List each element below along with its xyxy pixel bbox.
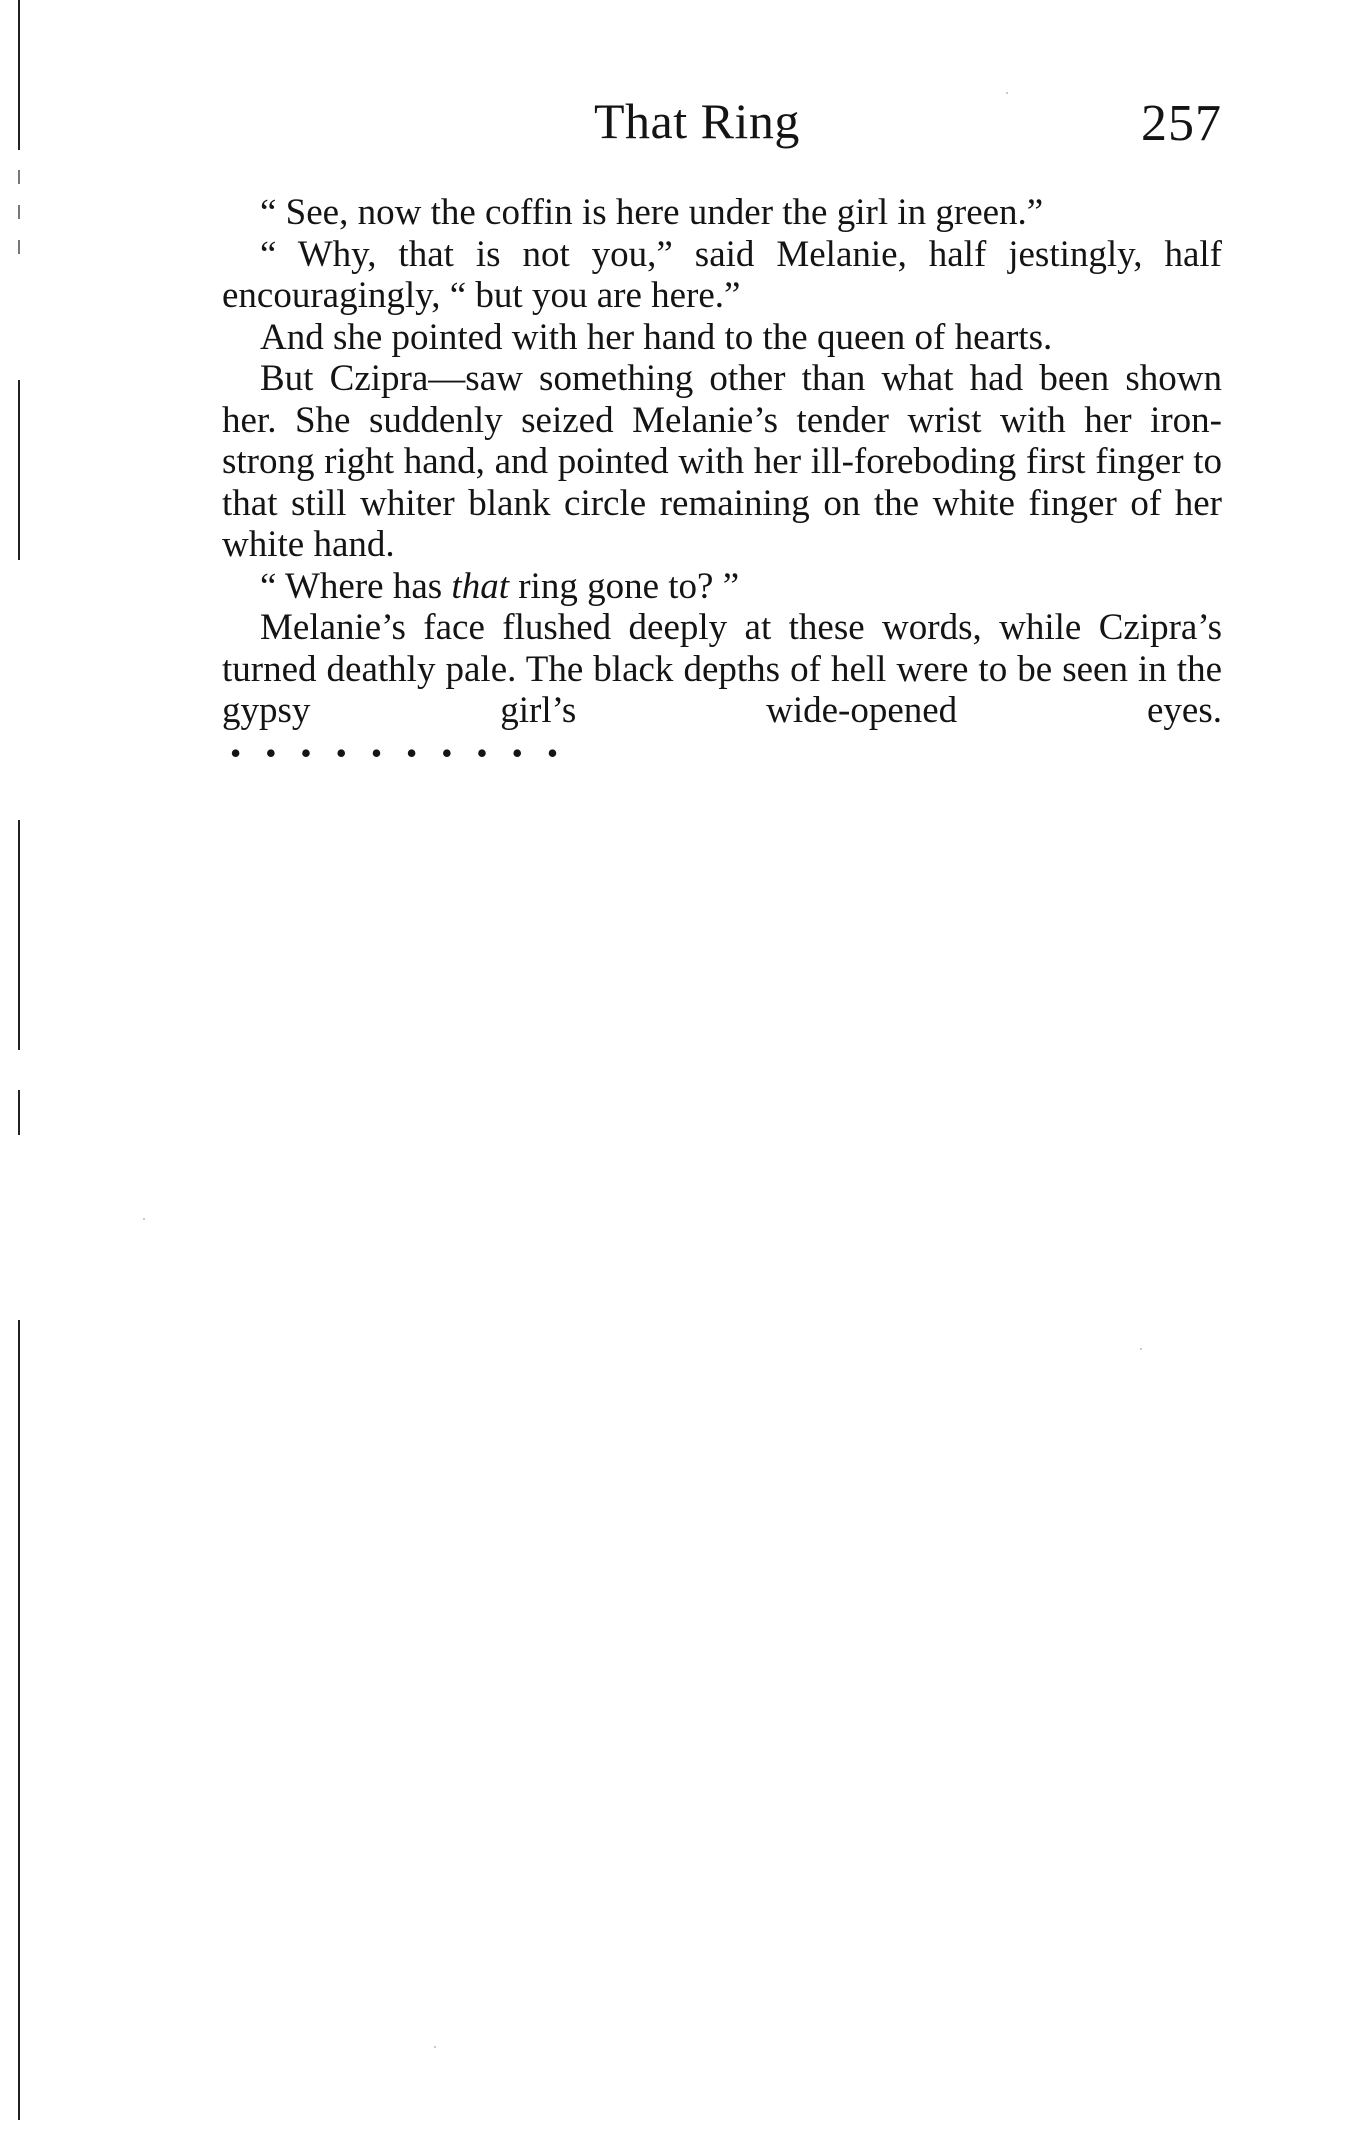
- paragraph-5-prefix: “ Where has: [260, 565, 452, 607]
- paragraph-5-italic: that: [451, 565, 509, 607]
- dot: •: [370, 734, 383, 771]
- running-title: That Ring: [594, 93, 800, 149]
- dot: •: [511, 734, 523, 771]
- dot: •: [406, 734, 418, 771]
- dot: •: [300, 734, 312, 771]
- gutter-line-lower: [18, 1320, 20, 2120]
- scan-speck: [143, 1218, 145, 1220]
- dot: •: [546, 734, 559, 771]
- gutter-dash-2: [18, 205, 20, 219]
- gutter-dash-3: [18, 240, 20, 254]
- dot: •: [230, 734, 242, 771]
- scan-speck: [1140, 1348, 1142, 1350]
- page-number: 257: [1141, 95, 1222, 152]
- dot: •: [441, 734, 453, 771]
- dot: •: [265, 734, 277, 771]
- paragraph-6: Melanie’s face flushed deeply at these words, while Czipra’s turned deathly pale. The black depths of hell were to be seen in the gypsy girl’s wide-opened eyes.: [222, 607, 1222, 731]
- gutter-line-top: [18, 0, 20, 150]
- paragraph-4: But Czipra—saw something other than what had been shown her. She suddenly seized Melanie’s tender wrist with her iron-strong right hand, and pointed with her ill-foreboding first finger to that still whiter blank circle remaining on the white finger of her white hand.: [222, 358, 1222, 565]
- section-break-dots: [222, 734, 1222, 771]
- dot: •: [335, 734, 347, 771]
- paragraph-2: “ Why, that is not you,” said Melanie, half jestingly, half encouragingly, “ but you are here.”: [222, 233, 1222, 316]
- paragraph-1: “ See, now the coffin is here under the girl in green.”: [260, 192, 1044, 233]
- paragraph-5: [222, 566, 1222, 608]
- gutter-dash-1: [18, 170, 20, 184]
- gutter-line-mid2: [18, 1090, 20, 1135]
- dot: •: [476, 734, 488, 771]
- gutter-line-middle: [18, 820, 20, 1050]
- gutter-line-upper: [18, 380, 20, 560]
- running-head: [222, 92, 1222, 162]
- scan-speck: [434, 2046, 436, 2048]
- paragraph-5-suffix: ring gone to? ”: [508, 565, 740, 607]
- paragraph-3: And she pointed with her hand to the queen of hearts.: [260, 316, 1053, 358]
- body-text: [222, 192, 1222, 771]
